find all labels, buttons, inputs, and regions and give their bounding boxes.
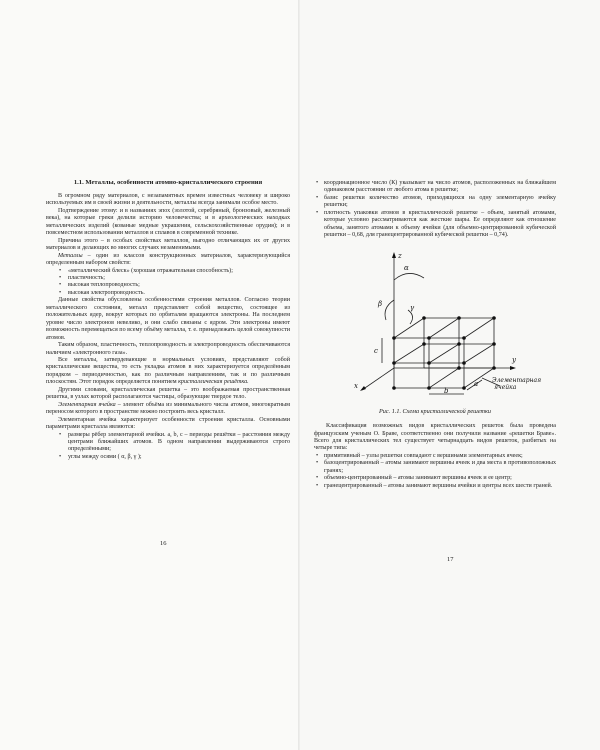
list-item: • размеры рёбер элементарной ячейки. a, b, c – периоды решётки – расстояния между центрами ближайших атомов. В одном направлении выдерживаются строго определёнными; <box>46 432 290 454</box>
alpha-arc <box>394 273 424 280</box>
paragraph: Причина этого – в особых свойствах металлов, выгодно отличающих их от других материалов и делающих во многих случаях незаменимыми. <box>46 237 290 252</box>
x-label: x <box>354 381 358 390</box>
term: Металлы <box>58 252 83 259</box>
b-label: b <box>444 386 449 395</box>
parameters-list-continued <box>314 180 556 240</box>
term: кристаллическая решётка. <box>178 379 249 386</box>
lattice-types-list <box>314 453 556 490</box>
list-item: • базоцентрированный – атомы занимают вершины ячеек и два места в противоположных гранях; <box>314 460 556 475</box>
properties-list <box>46 268 290 298</box>
c-label: c <box>374 346 378 355</box>
x-arrow <box>360 386 366 391</box>
paragraph: Подтверждение этому: и в названиях эпох (золотой, серебряный, бронзовый, железный века), на которые греки делили историю человечества; и в археологических находках металлических изделий (кованые медные украшения, сельскохозяйственные орудия); и в повсеместном использовании металлов и сплавов в современной технике. <box>46 207 290 237</box>
alpha-label: α <box>404 263 409 272</box>
y-label: y <box>512 355 516 364</box>
paragraph-text: Все металлы, затвердевающие в нормальных условиях, представляют собой кристаллические вещества, то есть укладка атомов в них характеризуется определённым порядком – периодичностью, как по различным направлениям, так и по различным плоскостям. Этот порядок определяется понятием <box>46 356 290 386</box>
list-item: • высокая электропроводность. <box>46 290 290 297</box>
paragraph <box>46 253 290 268</box>
list-item: • высокая теплопроводность; <box>46 282 290 289</box>
paragraph <box>46 357 290 387</box>
a-label: a <box>474 379 479 388</box>
beta-arc <box>385 300 394 320</box>
paragraph: Другими словами, кристаллическая решетка – это воображаемая пространственная решетка, в узлах которой располагаются частицы, образующие твердое тело. <box>46 386 290 401</box>
paragraph: Элементарная ячейка характеризует особенности строения кристалла. Основными параметрами кристалла являются: <box>46 416 290 431</box>
page-number: 17 <box>447 556 454 563</box>
list-item: • объемно-центрированный – атомы занимают вершины ячеек и ее центр; <box>314 475 556 482</box>
list-item: • примитивный – узлы решетки совпадают с вершинами элементарных ячеек; <box>314 453 556 460</box>
paragraph: Таким образом, пластичность, теплопроводность и электропроводность обеспечиваются наличием «электронного газа». <box>46 342 290 356</box>
paragraph-text: – элемент объёма из минимального числа атомов, многократным переносом которого в пространстве можно построить весь кристалл. <box>46 401 290 416</box>
paragraph <box>46 402 290 417</box>
paragraph: В огромном ряду материалов, с незапамятных времен известных человеку и широко используемых им в своей жизни и деятельности, металлы всегда занимали особое место. <box>46 193 290 207</box>
list-item: • «металлический блеск» (хорошая отражательная способность); <box>46 268 290 275</box>
cell-label-line1: Элементарная <box>492 376 542 384</box>
list-item: • координационное число (К) указывает на число атомов, расположенных на ближайшем одинаковом расстоянии от любого атома в решетке; <box>314 180 556 195</box>
figure-caption: Рис. 1.1. Схема кристаллической решетки <box>379 407 491 415</box>
list-item: • плотность упаковки атомов в кристаллической решетке – объем, занятый атомами, которые условно рассматриваются как жесткие шары. Ее определяют как отношение объема, занятого атомами к объему ячейки (для объемно-центрированной кубической решетки – 0,68, для гранецентрированной кубической решетки – 0,74). <box>314 210 556 240</box>
gamma-label: γ <box>410 303 415 312</box>
y-arrow <box>510 366 516 370</box>
term: Элементарная ячейка <box>58 401 116 408</box>
list-item: • углы между осями ( α, β, γ ); <box>46 454 290 461</box>
beta-label: β <box>378 299 383 308</box>
page-number: 16 <box>160 540 167 547</box>
paragraph: Классификация возможных видов кристаллических решеток была проведена французским ученым О. Браве, соответственно они получили название «решетки Браве». Всего для кристаллических тел существует четырнадцать видов решеток, разбитых на четыре типа: <box>314 423 556 452</box>
list-item: • гранецентрированный – атомы занимают вершины ячейки и центры всех шести граней. <box>314 483 556 490</box>
paragraph-text: – один из классов конструкционных материалов, характеризующийся определенным набором свойств: <box>46 252 290 267</box>
list-item: • базис решетки количество атомов, приходящихся на одну элементарную ячейку решетки; <box>314 195 556 210</box>
list-item: • пластичность; <box>46 275 290 282</box>
section-title: 1.1. Металлы, особенности атомно-кристаллического строения <box>73 179 263 186</box>
z-arrow <box>392 252 396 258</box>
z-label: z <box>398 251 402 260</box>
cell-label-line2: ячейка <box>494 383 517 391</box>
gamma-arc <box>408 310 413 324</box>
paragraph: Данные свойства обусловлены особенностями строения металлов. Согласно теории металлического состояния, металл представляет собой вещество, состоящее из положительных ядер, вокруг которых по орбиталям вращаются электроны. На последнем уровне число электронов невелико, и они слабо связаны с ядром. Эти электроны имеют возможность перемещаться по всему объёму металла, т. е. принадлежать целой совокупности атомов. <box>46 297 290 341</box>
x-axis <box>362 368 394 390</box>
parameters-list <box>46 432 290 462</box>
crystal-lattice-figure <box>324 250 554 400</box>
right-page <box>300 0 600 750</box>
